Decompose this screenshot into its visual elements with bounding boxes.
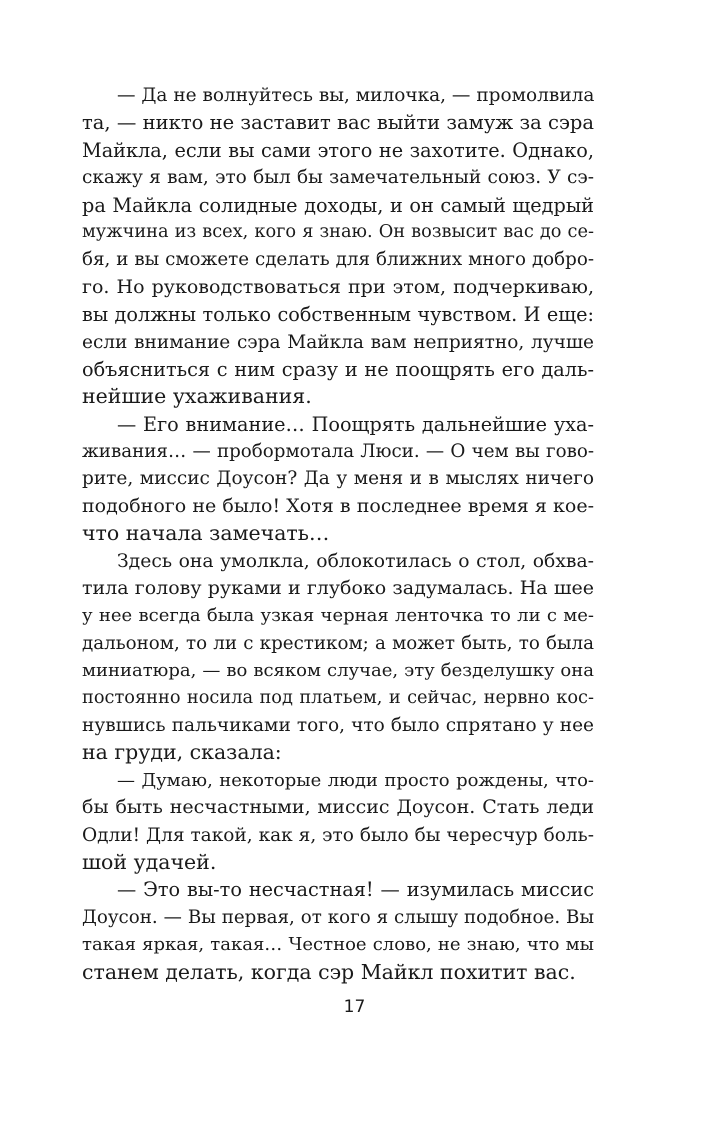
text-line: шой удачей. xyxy=(82,849,217,874)
text-line: дальоном, то ли с крестиком; а может быть, то была xyxy=(82,632,594,654)
text-line: — Да не волнуйтесь вы, милочка, — промолвила xyxy=(117,85,595,106)
text-line: постоянно носила под платьем, и сейчас, нервно кос- xyxy=(82,687,594,708)
text-line: бя, и вы сможете сделать для ближних много добро- xyxy=(82,249,594,271)
text-line: скажу я вам, это был бы замечательный союз. У сэ- xyxy=(82,167,594,189)
text-line: го. Но руководствоваться при этом, подчеркиваю, xyxy=(82,275,594,298)
text-line: что начала замечать… xyxy=(82,521,330,546)
text-line: объясниться с ним сразу и не поощрять его даль- xyxy=(82,357,594,381)
text-line: подобного не было! Хотя в последнее время я кое- xyxy=(82,494,594,517)
text-line: Одли! Для такой, как я, это было бы чересчур боль- xyxy=(82,824,594,846)
text-line: нейшие ухаживания. xyxy=(82,384,312,409)
text-line: та, — никто не заставит вас выйти замуж за сэра xyxy=(82,111,594,135)
paragraph xyxy=(82,411,594,548)
text-line: — Это вы-то несчастная! — изумилась миссис xyxy=(117,878,594,902)
text-line: если внимание сэра Майкла вам неприятно, лучше xyxy=(82,331,594,353)
text-line: — Думаю, некоторые люди просто рождены, что- xyxy=(117,769,594,791)
paragraph xyxy=(82,82,594,411)
text-line: Майкла, если вы сами этого не захотите. Однако, xyxy=(82,138,594,162)
text-line: ра Майкла солидные доходы, и он самый щедрый xyxy=(82,193,594,217)
text-line: Здесь она умолкла, облокотилась о стол, обхва- xyxy=(117,550,594,572)
body-text xyxy=(82,82,594,986)
text-line: на груди, сказала: xyxy=(82,740,282,765)
text-line: станем делать, когда сэр Майкл похитит вас. xyxy=(82,959,576,984)
text-line: Доусон. — Вы первая, от кого я слышу подобное. Вы xyxy=(82,906,594,928)
text-line: рите, миссис Доусон? Да у меня и в мыслях ничего xyxy=(82,468,594,490)
text-line: у нее всегда была узкая черная ленточка то ли с ме- xyxy=(82,605,594,627)
text-line: бы быть несчастными, миссис Доусон. Стать леди xyxy=(82,796,594,819)
text-line: — Его внимание… Поощрять дальнейшие уха- xyxy=(117,412,594,436)
text-line: живания… — пробормотала Люси. — О чем вы гово- xyxy=(82,441,594,463)
paragraph xyxy=(82,876,594,986)
text-line: мужчина из всех, кого я знаю. Он возвысит вас до се- xyxy=(82,221,594,242)
text-line: такая яркая, такая… Честное слово, не знаю, что мы xyxy=(82,934,594,956)
text-line: нувшись пальчиками того, что было спрятано у нее xyxy=(82,714,594,736)
text-line: тила голову руками и глубоко задумалась. На шее xyxy=(82,577,594,600)
paragraph xyxy=(82,548,594,767)
page-number: 17 xyxy=(343,997,366,1017)
text-line: вы должны только собственным чувством. И еще: xyxy=(82,303,594,327)
text-line: миниатюра, — во всяком случае, эту безделушку она xyxy=(82,660,594,682)
paragraph xyxy=(82,767,594,877)
